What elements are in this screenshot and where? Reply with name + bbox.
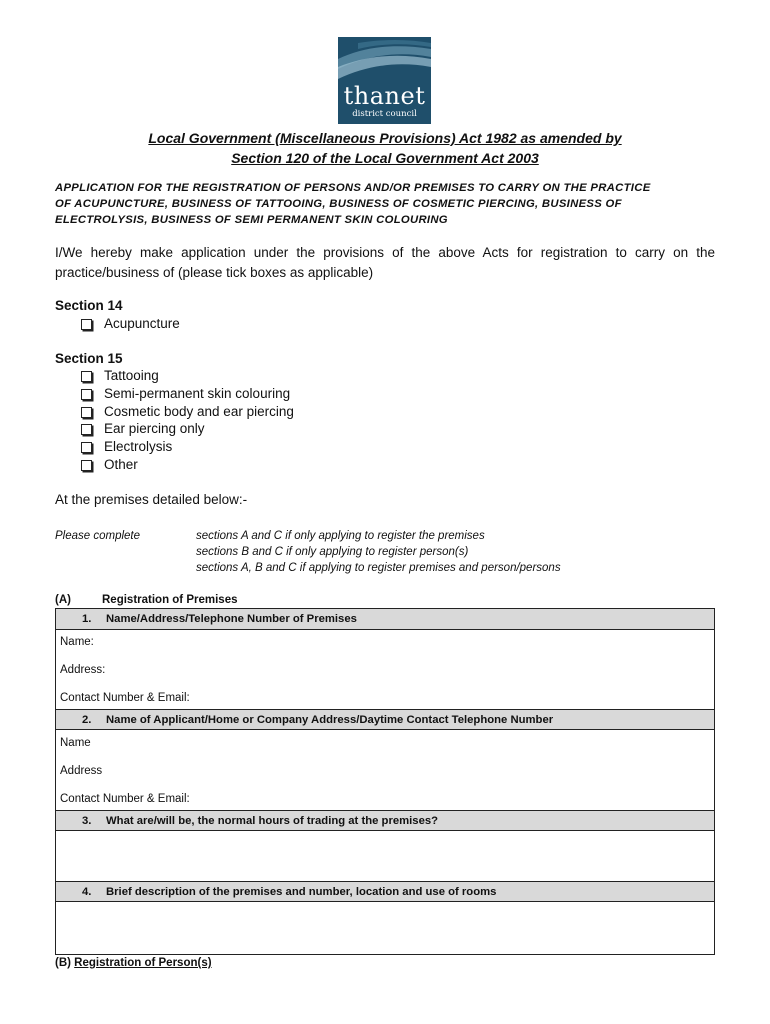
application-heading-line: APPLICATION FOR THE REGISTRATION OF PERSONS AND/OR PREMISES TO CARRY ON THE PRACTICE	[55, 182, 651, 194]
checkbox-label: Ear piercing only	[104, 421, 205, 436]
premises-description-field[interactable]	[56, 902, 714, 953]
application-heading-line: OF ACUPUNCTURE, BUSINESS OF TATTOOING, BUSINESS OF COSMETIC PIERCING, BUSINESS OF	[55, 198, 622, 210]
checkbox-icon[interactable]	[81, 424, 92, 435]
row-header-3	[56, 810, 714, 831]
instruction-line: sections B and C if only applying to register person(s)	[196, 546, 469, 558]
checkbox-semi-permanent[interactable]	[81, 385, 290, 403]
logo-name: thanet	[343, 82, 426, 110]
please-complete-label: Please complete	[55, 530, 141, 542]
checkbox-icon[interactable]	[81, 389, 92, 400]
row-title: Brief description of the premises and number, location and use of rooms	[106, 886, 497, 898]
checkbox-label: Cosmetic body and ear piercing	[104, 404, 294, 419]
checkbox-icon[interactable]	[81, 371, 92, 382]
row-number: 1.	[82, 613, 92, 625]
logo-subtitle: district council	[352, 109, 417, 119]
checkbox-acupuncture[interactable]	[81, 315, 180, 333]
checkbox-other[interactable]	[81, 456, 138, 474]
intro-line: practice/business of (please tick boxes as applicable)	[55, 265, 374, 280]
row-title: Name/Address/Telephone Number of Premises	[106, 613, 357, 625]
checkbox-electrolysis[interactable]	[81, 438, 172, 456]
row-header-1	[56, 609, 714, 630]
checkbox-label: Tattooing	[104, 368, 159, 383]
section-15-label: Section 15	[55, 351, 123, 366]
row-title: What are/will be, the normal hours of trading at the premises?	[106, 815, 439, 827]
intro-line: I/We hereby make application under the provisions of the above Acts for registration to carry on the	[55, 245, 715, 260]
checkbox-tattooing[interactable]	[81, 367, 159, 385]
applicant-address-field[interactable]: Address	[60, 765, 103, 777]
row-title: Name of Applicant/Home or Company Address/Daytime Contact Telephone Number	[106, 714, 554, 726]
checkbox-icon[interactable]	[81, 442, 92, 453]
section-a-table	[55, 608, 715, 955]
checkbox-label: Acupuncture	[104, 316, 180, 331]
row-number: 4.	[82, 886, 92, 898]
section-b-letter: (B)	[55, 957, 71, 969]
application-heading-line: ELECTROLYSIS, BUSINESS OF SEMI PERMANENT SKIN COLOURING	[55, 214, 448, 226]
section-b-heading	[55, 955, 212, 971]
row-number: 3.	[82, 815, 92, 827]
premises-contact-field[interactable]: Contact Number & Email:	[60, 692, 190, 704]
instruction-line: sections A and C if only applying to register the premises	[196, 530, 485, 542]
premises-name-field[interactable]: Name:	[60, 636, 94, 648]
section-a-title: Registration of Premises	[102, 594, 238, 606]
checkbox-ear-piercing[interactable]	[81, 420, 205, 438]
applicant-contact-field[interactable]: Contact Number & Email:	[60, 793, 190, 805]
section-b-title: Registration of Person(s)	[74, 957, 212, 969]
document-title-line2: Section 120 of the Local Government Act 2003	[231, 150, 539, 166]
checkbox-label: Other	[104, 457, 138, 472]
row-header-2	[56, 709, 714, 730]
premises-address-field[interactable]: Address:	[60, 664, 106, 676]
section-a-letter: (A)	[55, 594, 71, 606]
application-heading	[55, 180, 715, 228]
row-number: 2.	[82, 714, 92, 726]
checkbox-icon[interactable]	[81, 407, 92, 418]
thanet-logo	[338, 37, 431, 124]
checkbox-icon[interactable]	[81, 319, 92, 330]
premises-text: At the premises detailed below:-	[55, 492, 248, 507]
instruction-line: sections A, B and C if applying to register premises and person/persons	[196, 562, 561, 574]
trading-hours-field[interactable]	[56, 831, 714, 881]
checkbox-icon[interactable]	[81, 460, 92, 471]
document-title-line1: Local Government (Miscellaneous Provisions) Act 1982 as amended by	[148, 130, 622, 146]
checkbox-label: Semi-permanent skin colouring	[104, 386, 291, 401]
row-header-4	[56, 881, 714, 902]
checkbox-cosmetic-piercing[interactable]	[81, 403, 294, 421]
section-14-label: Section 14	[55, 298, 123, 313]
checkbox-label: Electrolysis	[104, 439, 173, 454]
intro-paragraph	[55, 243, 715, 283]
applicant-name-field[interactable]: Name	[60, 737, 91, 749]
